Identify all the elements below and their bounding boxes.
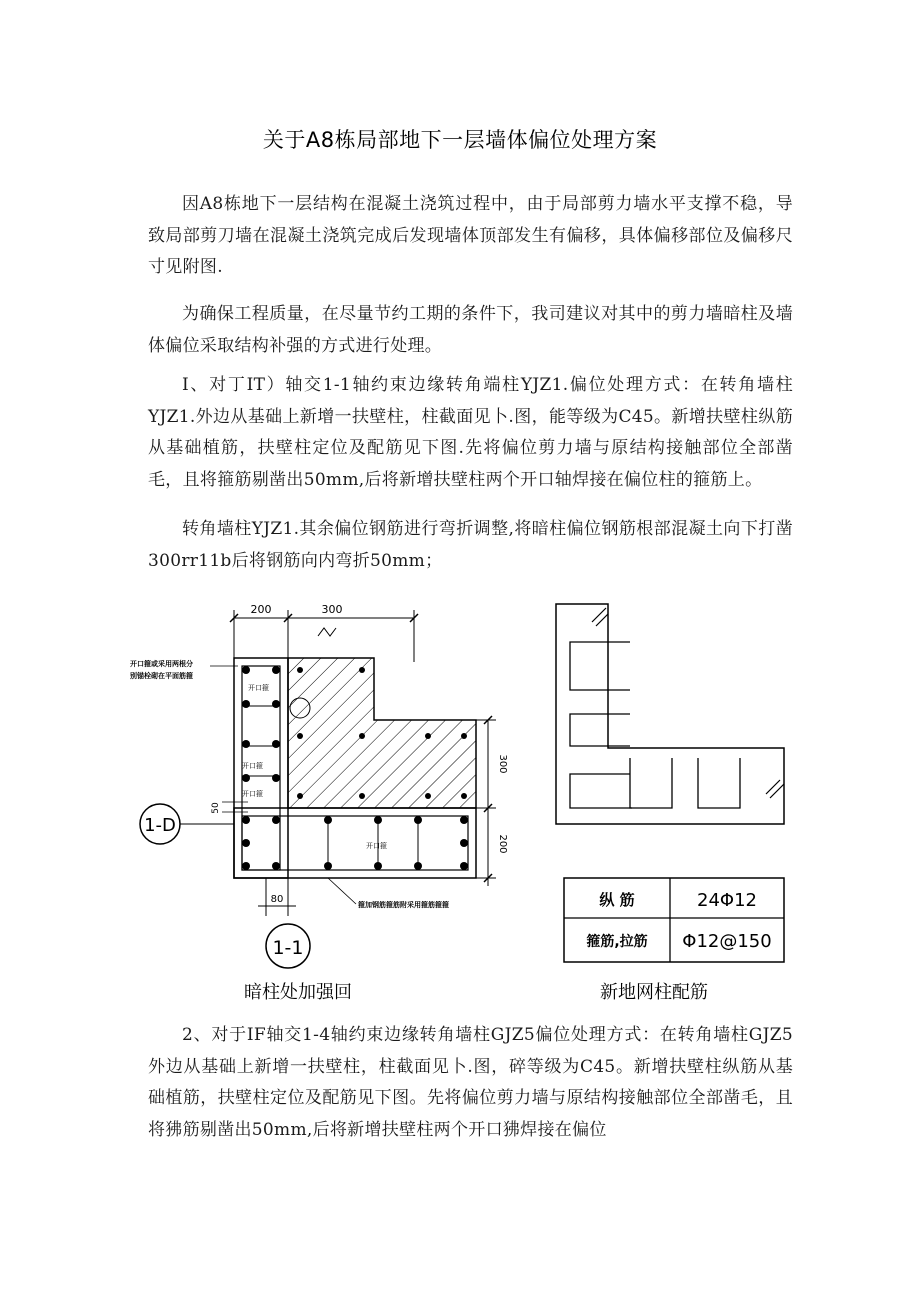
left-figure-caption: 暗柱处加强回 [244, 982, 352, 1003]
open-hoop-label: 开口箍 [242, 790, 263, 798]
dim-right-2: 200 [497, 834, 508, 854]
open-hoop-label: 开口箍 [248, 684, 269, 692]
table-label-stirrup: 箍筋,拉筋 [586, 934, 648, 950]
open-hoop-label: 开口箍 [242, 762, 263, 770]
paragraph-2: 为确保工程质量，在尽量节约工期的条件下，我司建议对其中的剪力墙暗柱及墙体偏位采取结构补强的方式进行处理。 [148, 304, 793, 356]
paragraph-3: I、对丁IT）轴交1-1轴约束边缘转角端柱YJZ1.偏位处理方式：在转角墙柱YJZ1.外边从基础上新增一扶壁柱，柱截面见卜.图，能等级为C45。新增扶壁柱纵筋从基础植筋，扶壁柱定位及配筋见下图.先将偏位剪力墙与原结构接触部位全部凿毛，且将箍筋剔凿出50mm,后将新增扶壁柱两个开口轴焊接在偏位柱的箍筋上。 [148, 375, 793, 490]
note-bottom: 箍加钢筋箍筋附采用箍筋箍箍 [358, 901, 449, 909]
axis-label-1d: 1-D [144, 815, 176, 836]
page-title: 关于A8栋局部地下一层墙体偏位处理方案 [262, 128, 658, 152]
axis-label-1-1: 1-1 [272, 937, 304, 959]
right-figure-caption: 新地网柱配筋 [600, 982, 708, 1003]
paragraph-4: 转角墙柱YJZ1.其余偏位钢筋进行弯折调整,将暗柱偏位钢筋根部混凝土向下打凿300rr11b后将钢筋向内弯折50mm； [148, 519, 793, 571]
dim-left-50: 50 [211, 802, 221, 814]
column-reinforcement-drawing [128, 596, 518, 981]
note-top-line1: 开口箍或采用两根分 [130, 660, 193, 668]
table-label-longitudinal: 纵 筋 [599, 891, 635, 909]
open-hoop-label: 开口箍 [366, 842, 387, 850]
dim-top-1: 200 [250, 603, 272, 616]
note-top-line2: 别锚栓砌在平面筋箍 [130, 672, 193, 680]
paragraph-1: 因A8栋地下一层结构在混凝土浇筑过程中，由于局部剪力墙水平支撑不稳，导致局部剪刀墙在混凝土浇筑完成后发现墙体顶部发生有偏移，具体偏移部位及偏移尺寸见附图. [148, 194, 793, 277]
table-value-longitudinal: 24Φ12 [697, 890, 757, 911]
paragraph-5: 2、对于IF轴交1-4轴约束边缘转角墙柱GJZ5偏位处理方式：在转角墙柱GJZ5外边从基础上新增一扶壁柱，柱截面见卜.图，碎等级为C45。新增扶壁柱纵筋从基础植筋，扶壁柱定位及配筋见下图。先将偏位剪力墙与原结构接触部位全部凿毛，且将狒筋剔凿出50mm,后将新增扶壁柱两个开口狒焊接在偏位 [148, 1025, 793, 1140]
dim-right-1: 300 [497, 754, 508, 774]
dim-bottom-80: 80 [270, 894, 284, 905]
dim-top-2: 300 [321, 603, 343, 616]
new-column-rebar-detail [548, 598, 798, 968]
table-value-stirrup: Φ12@150 [682, 931, 772, 952]
